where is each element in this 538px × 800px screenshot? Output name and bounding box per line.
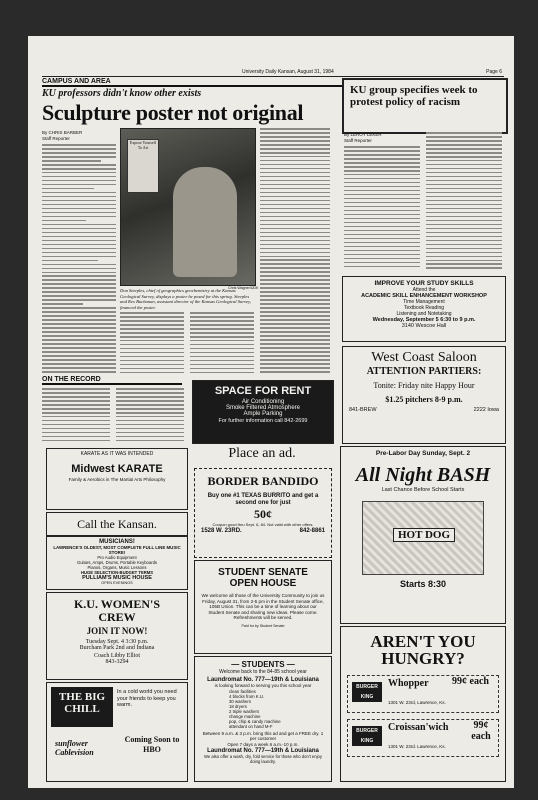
ad-space-for-rent <box>192 380 334 444</box>
laundry-intro: is looking forward to serving you this school year <box>214 683 312 688</box>
ad-student-senate <box>194 560 332 654</box>
crew-phone: 843-3294 <box>105 659 129 665</box>
bash-sub: Last Chance Before School Starts <box>381 487 465 493</box>
laundry-item: 2 triple washers <box>229 709 260 714</box>
crew-coach: Coach Libby Elliot <box>94 653 140 659</box>
side-body-col2 <box>426 132 502 272</box>
laundry-welcome: Welcome back to the 84-85 school year <box>219 669 307 675</box>
side-headline: KU group specifies week to protest policy of racism <box>350 84 478 108</box>
ad-laundromat <box>194 656 332 782</box>
space-line-3: Ample Parking <box>243 411 283 417</box>
saloon-deal: $1.25 pitchers 8-9 p.m. <box>385 395 463 404</box>
laundry-item: 18 dryers <box>229 704 247 709</box>
article-byline: By CHRIS BARBER Staff Reporter <box>42 130 83 141</box>
section-label: CAMPUS AND AREA <box>42 78 342 87</box>
saloon-address: 2222 Iowa <box>473 407 499 413</box>
pulliam-title: MUSICIANS! <box>99 539 135 545</box>
side-headline-box <box>342 78 508 134</box>
bk-title: AREN'T YOU HUNGRY? <box>370 632 476 668</box>
bandido-name: BORDER BANDIDO <box>207 474 319 488</box>
saloon-event: Friday nite Happy Hour <box>397 381 475 390</box>
ad-big-chill <box>46 682 188 782</box>
ad-womens-crew <box>46 592 188 680</box>
laundry-open: Open 7 days a week 6 a.m.-10 p.m. <box>227 741 299 747</box>
crew-join: JOIN IT NOW! <box>86 626 148 636</box>
laundry-item: attendant on hand M-F <box>229 724 273 729</box>
pulliam-line3: Guitars, Amps, Drums, Portable Keyboards <box>76 560 158 565</box>
side-body-col1 <box>344 146 420 272</box>
article-body-col2b <box>120 312 184 376</box>
ad-west-coast-saloon <box>342 346 506 444</box>
article-body-col1 <box>42 144 116 376</box>
bk-logo: BURGER KING <box>352 682 382 702</box>
crew-when: Tuesday Sept. 4 3:30 p.m. <box>85 639 149 645</box>
photo-credit: Chris Wagner/UDK <box>228 286 259 290</box>
senate-title: STUDENT SENATE OPEN HOUSE <box>218 567 308 589</box>
space-title: SPACE FOR RENT <box>214 385 312 397</box>
big-chill-brand: sunflower Cablevision <box>55 739 94 757</box>
karate-sub: Family & Aerobics in The Martial Arts Philosophy <box>68 477 166 482</box>
saloon-tonite: Tonite: <box>373 381 396 390</box>
laundry-item: change machine <box>229 714 261 719</box>
study-workshop: ACADEMIC SKILL ENHANCEMENT WORKSHOP <box>361 293 487 299</box>
poster-in-photo: Expose Yourself To Art <box>127 139 159 193</box>
ad-pulliam-music <box>46 536 188 590</box>
bash-hotdog: HOT DOG <box>393 528 455 542</box>
ad-study-skills <box>342 276 506 342</box>
big-chill-tag: In a cold world you need your friends to keep you warm. <box>117 689 177 708</box>
laundry-item: 4 blocks from K.U. <box>229 694 265 699</box>
crew-where: Burcham Park 2nd and Indiana <box>79 645 155 651</box>
ad-midwest-karate <box>46 448 188 510</box>
big-chill-coming: Coming Soon to HBO <box>124 735 180 754</box>
pulliam-foot: OPEN EVENINGS <box>101 581 133 585</box>
pulliam-line1: LAWRENCE'S OLDEST, MOST COMPLETE FULL LINE MUSIC STORE! <box>53 545 181 555</box>
big-chill-title: THE BIG CHILL <box>51 687 113 727</box>
article-body-col4 <box>260 128 330 376</box>
bk-addr-1: 1301 W. 23rd, Lawrence, Ks. <box>388 700 446 705</box>
bandido-address: 1528 W. 23RD. <box>201 528 242 534</box>
ad-burger-king <box>340 626 506 782</box>
newspaper-page <box>28 36 514 788</box>
ad-border-bandido <box>194 468 332 558</box>
bk-addr-2: 1301 W. 23rd. Lawrence, Ks. <box>388 744 446 749</box>
pulliam-line2: Pro Audio Equipment <box>97 555 137 560</box>
laundry-name-2: Laundromat No. 777—19th & Louisiana <box>207 747 319 754</box>
saloon-headline: ATTENTION PARTIERS: <box>366 366 482 377</box>
laundry-item: pop, chip & candy machine <box>229 719 281 724</box>
laundry-list <box>195 689 331 729</box>
space-line-1: Air Conditioning <box>241 399 285 405</box>
saloon-phone: 841-BREW <box>349 407 377 413</box>
article-kicker: KU professors didn't know other exists <box>42 88 202 99</box>
ad-all-night-bash <box>340 446 506 624</box>
side-byline: By LEROY LEKER Staff Reporter <box>344 132 382 143</box>
bandido-offer: Buy one #1 TEXAS BURRITO and get a second one for just <box>207 493 319 506</box>
publication-line: University Daily Kansan, August 31, 1984 <box>242 69 334 75</box>
bash-top: Pre-Labor Day Sunday, Sept. 2 <box>375 450 471 457</box>
article-body-col3b <box>190 312 254 376</box>
ad-call-kansan: Call the Kansan. <box>46 512 188 536</box>
man-figure <box>173 167 237 277</box>
study-topic-1: Time Management <box>403 299 445 305</box>
pulliam-name: PULLIAM'S MUSIC HOUSE <box>82 575 152 581</box>
record-col1 <box>42 388 110 444</box>
study-subtitle: Attend the <box>412 287 436 293</box>
record-col2 <box>116 388 184 444</box>
bash-starts: Starts 8:30 <box>399 579 447 589</box>
study-topic-2: Textbook Reading <box>403 305 445 311</box>
karate-name: Midwest KARATE <box>71 463 163 475</box>
space-line-2: Smoke Filtered Atmosphere <box>225 405 301 411</box>
karate-top: KARATE AS IT WAS INTENDED <box>80 451 154 457</box>
bk-item-1: Whopper <box>388 678 429 689</box>
place-an-ad: Place an ad. <box>228 446 296 461</box>
pulliam-line5: HUGE SELECTION-BUDGET TERMS <box>80 570 154 575</box>
laundry-offer: Between 9 a.m. & 3 p.m. bring this ad and get a FREE dry. 1 per customer <box>202 731 324 742</box>
saloon-name: West Coast Saloon <box>371 350 477 365</box>
laundry-title: — STUDENTS — <box>231 660 295 669</box>
bash-art <box>362 501 484 575</box>
senate-foot: Paid for by Student Senate <box>241 623 285 628</box>
on-the-record-title: ON THE RECORD <box>42 376 182 385</box>
article-photo <box>120 128 256 286</box>
crew-title: K.U. WOMEN'S CREW <box>73 597 161 624</box>
article-headline: Sculpture poster not original <box>42 100 304 125</box>
bk-logo: BURGER KING <box>352 726 382 746</box>
photo-caption: Don Steeples, chief of geographics geochemistry at the Kansas Geological Survey, displays a poster he posed for this spring. Steeples and Rex Buchanan, assistant director of the Kansas Geological Survey, financed the poster. <box>120 288 252 310</box>
laundry-item: clean facilities <box>229 689 256 694</box>
study-place: 3140 Wescoe Hall <box>401 323 447 329</box>
laundry-foot: We also offer a wash, dry, fold service for those who don't enjoy doing laundry. <box>204 753 322 764</box>
bandido-fine: Coupon good thru Sept. 6, 84. Not valid with other offers. <box>212 522 314 527</box>
page-number: Page 6 <box>486 69 502 75</box>
study-time: 6:30 to 9 p.m. <box>440 317 476 323</box>
bk-coupon-2 <box>347 719 499 757</box>
laundry-item: 30 washers <box>229 699 251 704</box>
bandido-price: 50¢ <box>254 507 272 521</box>
bandido-phone: 842-8861 <box>299 528 325 534</box>
laundry-name: Laundromat No. 777—19th & Louisiana <box>207 677 319 683</box>
space-contact: For further information call 842-2699 <box>218 418 308 424</box>
bash-title: All Night BASH <box>355 464 491 486</box>
study-title: IMPROVE YOUR STUDY SKILLS <box>374 280 474 287</box>
bk-price-2: 99¢ each <box>471 720 491 742</box>
study-topic-3: Listening and Notetaking <box>396 311 452 317</box>
bk-price-1: 99¢ each <box>452 676 489 687</box>
page-header <box>42 66 504 77</box>
senate-body: We welcome all those of the University Community to join us Friday, August 31, from 2-5 pm in the Student Senate office, 105B Union. This can be a time of learning about our Student Senate and sharing new ideas. Please come. Refreshments will be served. <box>201 593 325 621</box>
study-date: Wednesday, September 5 <box>372 317 439 323</box>
bk-coupon-1 <box>347 675 499 713</box>
bk-item-2: Croissan'wich <box>388 722 449 733</box>
pulliam-line4: Pianos, Organs, Music Lessons <box>87 565 147 570</box>
